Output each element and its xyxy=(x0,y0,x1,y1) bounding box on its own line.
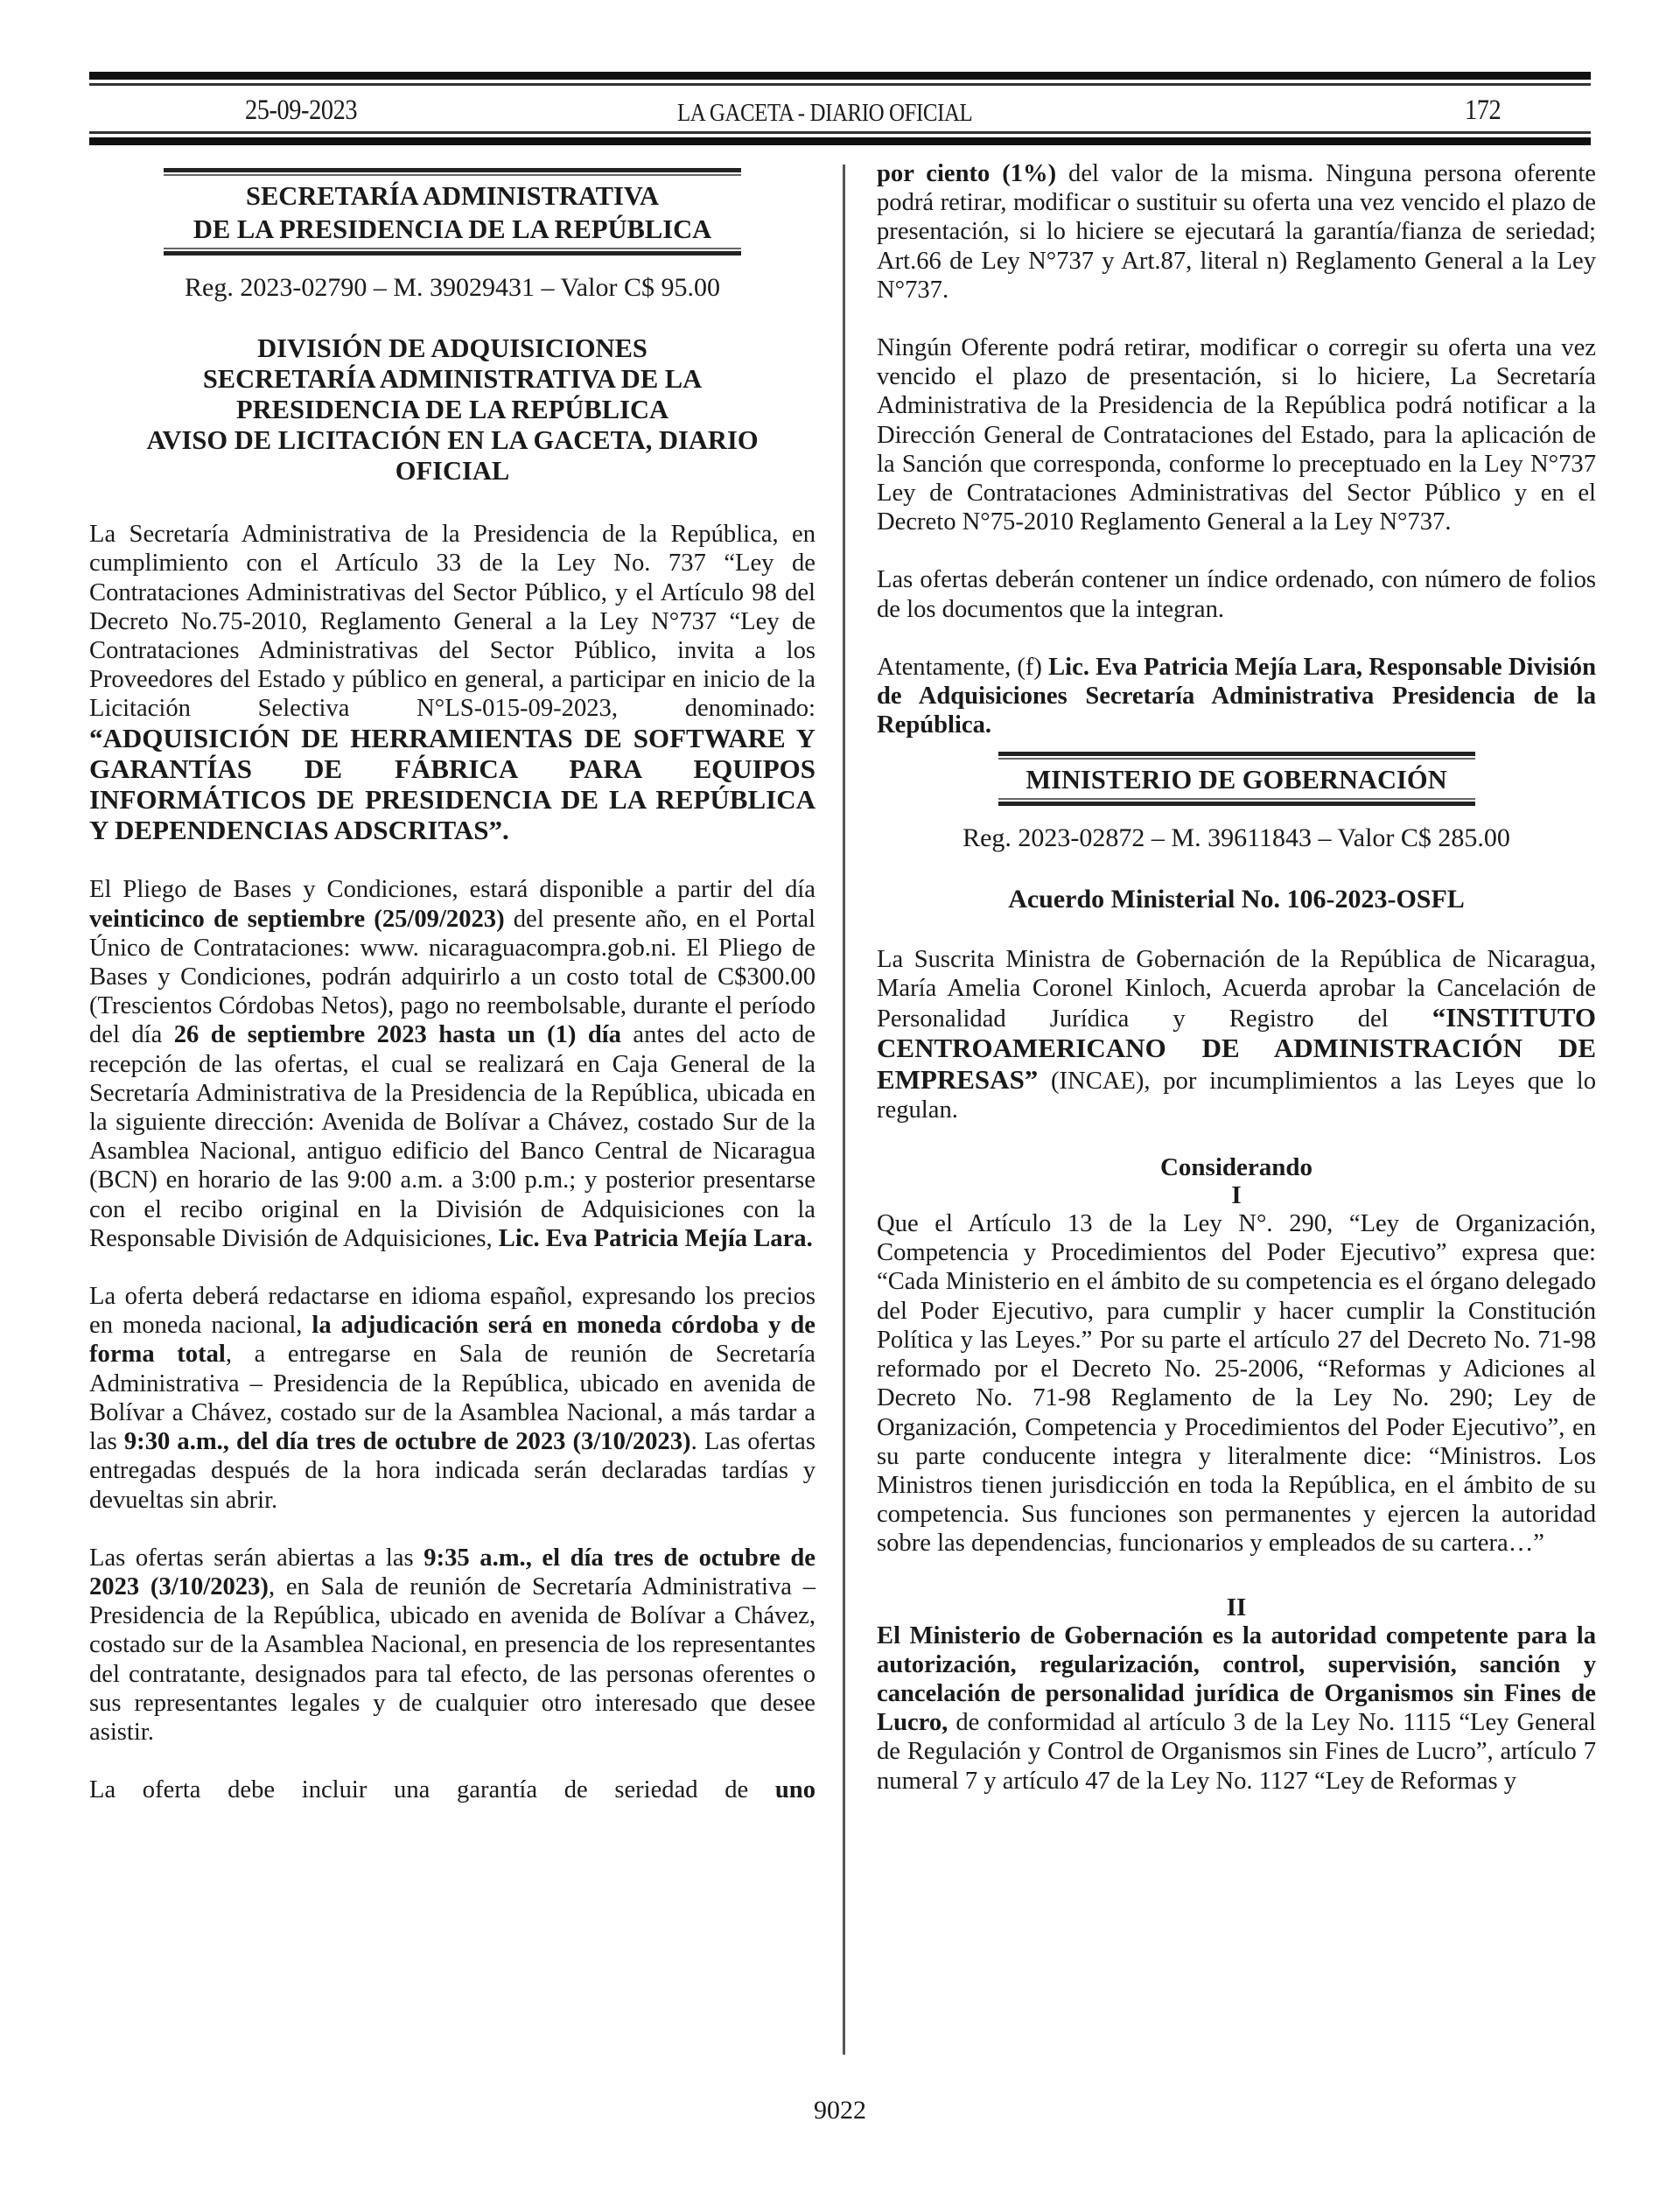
paragraph-text: del valor de la misma. Ninguna persona oferente podrá retirar, modificar o sustituir su oferta una vez vencido el plazo de presentación, si lo hiciere se ejecutará la garantía/fianza de seriedad; Art.66 de Ley N°737 y Art.87, literal n) Reglamento General a la Ley N°737. xyxy=(877,160,1596,304)
paragraph-guarantee-cont xyxy=(877,159,1596,305)
paragraph-index xyxy=(877,565,1596,623)
bold-award: la adjudicación será en moneda córdoba y de forma total xyxy=(89,1312,816,1369)
bold-guarantee: uno xyxy=(774,1776,816,1804)
paragraph-text: , en Sala de reunión de Secretaría Administrativa – Presidencia de la República, ubicado en avenida de Bolívar a Chávez, costado sur de la Asamblea Nacional, en presencia de los representantes del contratante, designados para tal efecto, de las personas oferentes o sus representantes legales y de cualquier otro interesado que desee asistir. xyxy=(89,1572,816,1746)
tender-name: “ADQUISICIÓN DE HERRAMIENTAS DE SOFTWARE Y GARANTÍAS DE FÁBRICA PARA EQUIPOS INFORMÁTICOS DE PRESIDENCIA DE LA REPÚBLICA Y DEPENDENCIAS ADSCRITAS”. xyxy=(89,722,816,846)
registration-line: Reg. 2023-02872 – M. 39611843 – Valor C$ 285.00 xyxy=(962,823,1510,853)
page-header xyxy=(89,72,1591,145)
acuerdo-title: Acuerdo Ministerial No. 106-2023-OSFL xyxy=(1008,884,1465,914)
section-header-line: SECRETARÍA ADMINISTRATIVA xyxy=(245,181,660,211)
paragraph-text: La Suscrita Ministra de Gobernación de la República de Nicaragua, María Amelia Coronel Kinloch, Acuerda aprobar la Cancelación de Personalidad Jurídica y Registro del xyxy=(877,945,1596,1033)
paragraph-text: La oferta deberá redactarse en idioma español, expresando los precios en moneda nacional, xyxy=(89,1283,816,1340)
bold-authority: El Ministerio de Gobernación es la autoridad competente para la autorización, regularización, control, supervisión, sanción y cancelación de personalidad jurídica de Organismos sin Fines de Lucro, xyxy=(877,1621,1596,1737)
section-header-gobernacion xyxy=(998,752,1475,806)
header-rule-bottom xyxy=(89,137,1591,145)
signature-block xyxy=(877,653,1596,740)
paragraph-text: Las ofertas deberán contener un índice ordenado, con número de folios de los documentos que la integran. xyxy=(877,566,1596,623)
section-header-secretaria xyxy=(164,168,741,256)
paragraph-acuerdo xyxy=(877,945,1596,1124)
numeral-one: I xyxy=(1231,1181,1242,1210)
paragraph-text: Las ofertas serán abiertas a las xyxy=(89,1544,424,1572)
section-header-line: MINISTERIO DE GOBERNACIÓN xyxy=(1026,765,1447,795)
notice-title xyxy=(89,333,816,487)
header-rule-top xyxy=(89,72,1591,80)
paragraph-text: Ningún Oferente podrá retirar, modificar o corregir su oferta una vez vencido el plazo de presentación, si lo hiciere, La Secretaría Administrativa de la Presidencia de la República podrá notificar a la Dirección General de Contrataciones del Estado, para la aplicación de la Sanción que corresponda, conforme lo preceptuado en la Ley N°737 Ley de Contrataciones Administrativas del Sector Público y en el Decreto N°75-2010 Reglamento General a la Ley N°737. xyxy=(877,334,1596,536)
paragraph-text: (INCAE), por incumplimientos a las Leyes que lo regulan. xyxy=(877,1067,1596,1124)
bold-date: veinticinco de septiembre (25/09/2023) xyxy=(89,905,505,933)
paragraph-text: antes del acto de recepción de las ofertas, el cual se realizará en Caja General de la Secretaría Administrativa de la Presidencia de la República, ubicada en la siguiente dirección: Avenida de Bolívar a Chávez, costado Sur de la Asamblea Nacional, antiguo edificio del Banco Central de Nicaragua (BCN) en horario de las 9:00 a.m. a 3:00 p.m.; y posterior presentarse con el recibo original en la División de Adquisiciones con la Responsable División de Adquisiciones, xyxy=(89,1021,816,1252)
title-line: AVISO DE LICITACIÓN EN LA GACETA, DIARIO xyxy=(146,425,759,456)
paragraph-text: El Pliego de Bases y Condiciones, estará disponible a partir del día xyxy=(89,876,816,904)
signature-prefix: Atentamente, (f) xyxy=(877,653,1049,681)
title-line: OFICIAL xyxy=(395,456,510,487)
bold-deadline: 9:30 a.m., del día tres de octubre de 2023 (3/10/2023) xyxy=(123,1428,691,1456)
publication-title: LA GACETA - DIARIO OFICIAL xyxy=(677,99,973,127)
paragraph-invitation xyxy=(89,520,816,846)
paragraph-text: . Las ofertas entregadas después de la hora indicada serán declaradas tardías y devueltas sin abrir. xyxy=(89,1428,816,1514)
paragraph-text: del presente año, en el Portal Único de Contrataciones: www. nicaraguacompra.gob.ni. El Pliego de Bases y Condiciones, podrán adquirirlo a un costo total de C$300.00 (Trescientos Córdobas Netos), pago no reembolsable, durante el período del día xyxy=(89,905,816,1049)
paragraph-opening xyxy=(89,1544,816,1747)
section-header-line: DE LA PRESIDENCIA DE LA REPÚBLICA xyxy=(192,214,712,244)
bold-percentage: por ciento (1%) xyxy=(877,160,1057,187)
paragraph-text: La Secretaría Administrativa de la Presidencia de la República, en cumplimiento con el Artículo 33 de la Ley No. 737 “Ley de Contrataciones Administrativas del Sector Público, y el Artículo 98 del Decreto No.75-2010, Reglamento General a la Ley N°737 “Ley de Contrataciones Administrativas del Sector Público, invita a los Proveedores del Estado y público en general, a participar en inicio de la Licitación Selectiva N°LS-015-09-2023, denominado: xyxy=(89,521,816,723)
signatory: Lic. Eva Patricia Mejía Lara, Responsable División de Adquisiciones Secretaría Administrativa Presidencia de la República. xyxy=(877,653,1596,739)
responsible-name: Lic. Eva Patricia Mejía Lara. xyxy=(498,1224,813,1252)
paragraph-text: , a entregarse en Sala de reunión de Secretaría Administrativa – Presidencia de la República, ubicado en avenida de Bolívar a Chávez, costado sur de la Asamblea Nacional, a más tardar a las xyxy=(89,1341,816,1456)
title-line: DIVISIÓN DE ADQUISICIONES xyxy=(257,333,648,364)
considerando-heading: Considerando xyxy=(1159,1153,1313,1182)
column-divider xyxy=(843,165,845,2055)
institution-name: “INSTITUTO CENTROAMERICANO DE ADMINISTRACIÓN DE EMPRESAS” xyxy=(877,1002,1596,1095)
paragraph-text: de conformidad al artículo 3 de la Ley No. 1115 “Ley General de Regulación y Control de Organismos sin Fines de Lucro”, artículo 7 numeral 7 y artículo 47 de la Ley No. 1127 “Ley de Reformas y xyxy=(877,1709,1596,1795)
paragraph-offer-language xyxy=(89,1282,816,1515)
left-column xyxy=(89,159,816,1833)
bold-period: 26 de septiembre 2023 hasta un (1) día xyxy=(173,1021,621,1049)
right-column xyxy=(877,159,1596,1796)
paragraph-bases xyxy=(89,875,816,1253)
registration-line: Reg. 2023-02790 – M. 39029431 – Valor C$ 95.00 xyxy=(185,273,720,302)
issue-date: 25-09-2023 xyxy=(245,95,358,126)
title-line: SECRETARÍA ADMINISTRATIVA DE LA xyxy=(202,364,703,395)
paragraph-guarantee xyxy=(89,1775,816,1804)
paragraph-considerando-2 xyxy=(877,1621,1596,1796)
numeral-two: II xyxy=(1226,1593,1247,1621)
title-line: PRESIDENCIA DE LA REPÚBLICA xyxy=(235,395,669,425)
paragraph-text: La oferta debe incluir una garantía de seriedad de xyxy=(89,1776,775,1804)
paragraph-text: Que el Artículo 13 de la Ley N°. 290, “Ley de Organización, Competencia y Procedimientos del Poder Ejecutivo” expresa que: “Cada Ministerio en el ámbito de su competencia es el órgano delegado del Poder Ejecutivo, para cumplir y hacer cumplir la Constitución Política y las Leyes.” Por su parte el artículo 27 del Decreto No. 71-98 reformado por el Decreto No. 25-2006, “Reformas y Adiciones al Decreto No. 71-98 Reglamento de la Ley No. 290; Ley de Organización, Competencia y Procedimientos del Poder Ejecutivo”, en su parte conducente integra y literalmente dice: “Ministros. Los Ministros tienen jurisdicción en toda la República, en el ámbito de su competencia. Sus funciones son permanentes y ejercen la autoridad sobre las dependencias, funcionarios y empleados de su cartera…” xyxy=(877,1210,1596,1558)
page-number: 9022 xyxy=(814,2096,866,2125)
paragraph-no-withdraw xyxy=(877,333,1596,536)
paragraph-considerando-1 xyxy=(877,1209,1596,1558)
bold-opening-date: 9:35 a.m., el día tres de octubre de 2023 (3/10/2023) xyxy=(89,1544,816,1600)
issue-number: 172 xyxy=(1465,95,1502,126)
